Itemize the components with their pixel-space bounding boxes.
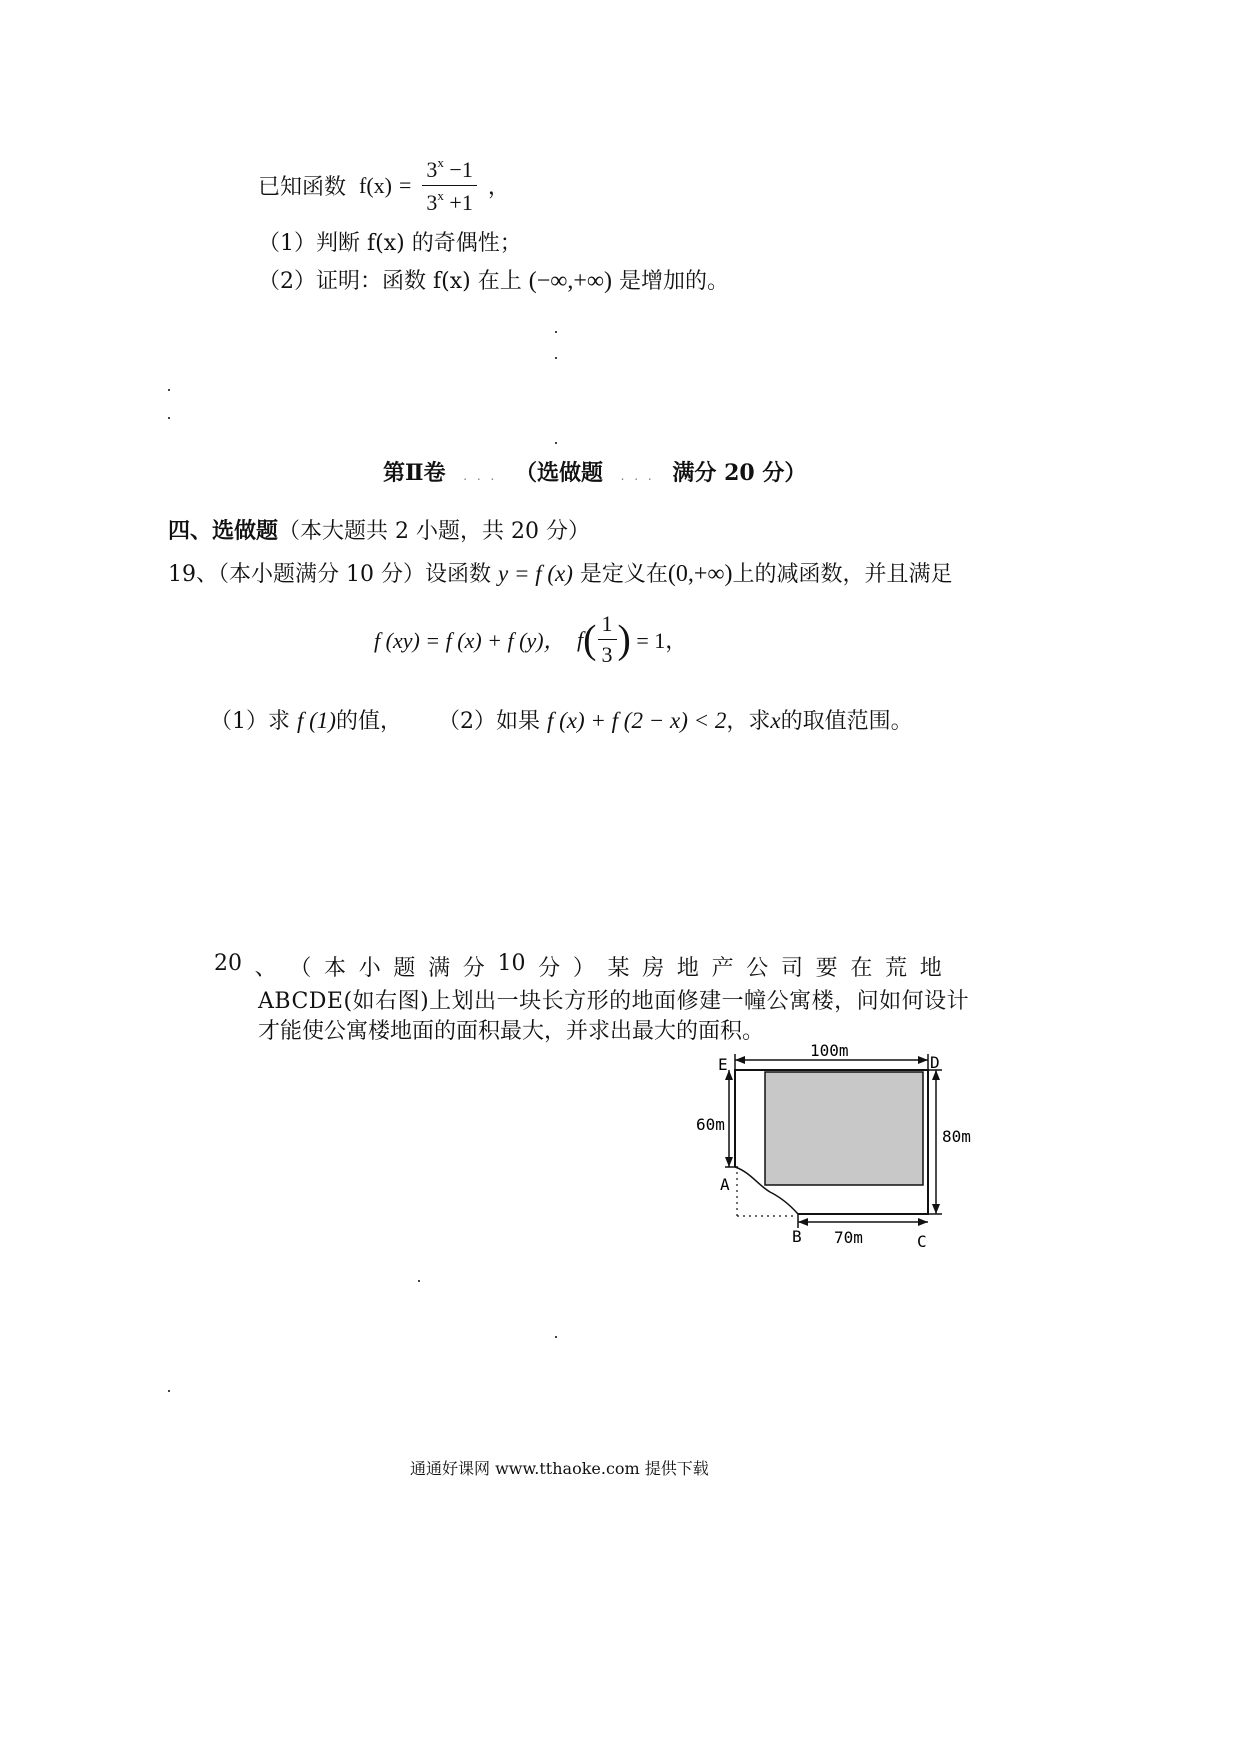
q19-line1-interval: (0,+∞)	[667, 561, 733, 587]
q18-fraction	[422, 155, 476, 216]
q20-line1-token: 分	[462, 956, 485, 981]
q19-eq-right: = 1，	[636, 628, 688, 653]
q19-eq-open-paren: (	[583, 616, 597, 662]
q19-eq-fraction	[598, 611, 617, 668]
q18-intro-prefix: 已知函数	[258, 175, 347, 200]
q20-line1-token: 10	[497, 951, 526, 976]
q20-line1-token: 产	[711, 956, 734, 981]
section4-title-bold: 四、选做题	[168, 518, 279, 544]
q18-part2-interval: (−∞,+∞)	[528, 268, 612, 294]
dim-top-label: 100m	[810, 1041, 849, 1060]
q19-part1-suffix: 的值，	[335, 709, 402, 734]
q18-intro	[258, 155, 510, 216]
q18-numerator: $3^x -1$	[422, 155, 476, 186]
section2-heading-b: （选做题	[514, 460, 603, 486]
label-C: C	[917, 1232, 927, 1250]
section4-title	[168, 514, 590, 545]
q19-part2-mid: ，求	[726, 709, 771, 734]
scan-speck	[168, 1390, 170, 1392]
q19-parts	[210, 704, 913, 735]
scan-speck	[555, 331, 557, 333]
q20-line1-token: 某	[607, 956, 630, 981]
dim-right-label: 80m	[942, 1127, 971, 1146]
q19-eq-den: 3	[601, 642, 613, 667]
section2-heading-c: 满分 20 分）	[672, 460, 807, 486]
q19-eq-left: f (xy) = f (x) + f (y)，	[374, 628, 566, 653]
label-A: A	[720, 1175, 730, 1194]
scan-speck	[555, 1336, 557, 1338]
land-figure	[690, 1040, 980, 1250]
section2-heading	[383, 456, 806, 487]
q19-part1-prefix: （1）求	[210, 709, 290, 734]
dim-top-arrow-right	[918, 1056, 928, 1064]
q19-line1-mid: 是定义在	[579, 562, 668, 587]
q20-line3: 才能使公寓楼地面的面积最大，并求出最大的面积。	[258, 1019, 765, 1044]
q19-eq-num: 1	[598, 611, 617, 640]
scan-speck	[168, 389, 170, 391]
q19-part2-var: x	[770, 708, 781, 733]
dim-bottom-arrow-left	[798, 1218, 808, 1226]
dim-right-arrow-bottom	[932, 1204, 940, 1214]
q18-trail: ，	[487, 175, 510, 200]
q19-part1-expr: f (1)	[297, 708, 336, 733]
q18-eq: =	[399, 172, 412, 198]
q20-line1-token: 本	[324, 956, 347, 981]
dim-top-arrow-left	[735, 1056, 745, 1064]
q20-line1-token: 司	[780, 956, 803, 981]
section4-title-rest: （本大题共 2 小题，共 20 分）	[278, 519, 590, 544]
q19-eq-close-paren: )	[617, 616, 631, 662]
q18-part2-suffix: 是增加的。	[618, 269, 729, 294]
q19-eq-f: f	[577, 626, 584, 652]
q19-line1-prefix: 19、（本小题满分 10 分）设函数	[168, 562, 491, 587]
q18-fx: f(x)	[359, 172, 392, 198]
scan-speck	[418, 1280, 420, 1282]
q20-line1-token: 小	[358, 956, 381, 981]
q20-line2: ABCDE(如右图)上划出一块长方形的地面修建一幢公寓楼，问如何设计	[258, 989, 970, 1014]
section2-heading-a: 第Ⅱ卷	[383, 460, 446, 486]
q20-line1-token: 在	[850, 956, 873, 981]
footer-text: 通通好课网 www.tthaoke.com 提供下载	[410, 1459, 709, 1478]
q20-line1	[214, 951, 942, 982]
q18-part2-prefix: （2）证明：函数 f(x) 在上	[258, 269, 522, 294]
q20-line1-token: 题	[393, 956, 416, 981]
label-E: E	[718, 1055, 728, 1074]
dim-bottom-label: 70m	[834, 1228, 863, 1247]
q19-part2-suffix: 的取值范围。	[780, 709, 913, 734]
q20-line1-token: 、	[254, 956, 277, 981]
section2-dots-1: . . .	[463, 469, 498, 483]
q20-line1-token: 分	[538, 956, 561, 981]
q20-line1-token: 满	[428, 956, 451, 981]
label-D: D	[930, 1053, 940, 1072]
q19-line1-suffix: 上的减函数，并且满足	[732, 562, 953, 587]
q19-line1	[168, 557, 953, 588]
scan-speck	[168, 417, 170, 419]
q18-part1: （1）判断 f(x) 的奇偶性；	[258, 231, 522, 256]
dim-left-arrow-bottom	[725, 1157, 733, 1167]
scan-speck	[555, 442, 557, 444]
dim-left-label: 60m	[696, 1115, 725, 1134]
dim-bottom-arrow-right	[918, 1218, 928, 1226]
q20-line1-token: 地	[676, 956, 699, 981]
q18-part2	[258, 264, 729, 295]
q19-part2-expr: f (x) + f (2 − x) < 2	[546, 708, 727, 733]
scan-speck	[555, 357, 557, 359]
q20-line1-token: 要	[815, 956, 838, 981]
label-B: B	[792, 1227, 802, 1246]
q20-line1-token: 公	[746, 956, 769, 981]
q18-denominator: $3^x +1$	[426, 188, 473, 215]
q19-line1-func: y = f (x)	[497, 561, 573, 586]
building-rect	[765, 1072, 923, 1185]
q20-line1-token: 房	[642, 956, 665, 981]
q20-line1-token: 荒	[885, 956, 908, 981]
q20-line1-token: 地	[919, 956, 942, 981]
q19-part2-prefix: （2）如果	[437, 709, 540, 734]
section2-dots-2: . . .	[620, 469, 655, 483]
q20-line1-token: （	[289, 956, 312, 981]
q20-line1-token: ）	[572, 956, 595, 981]
q19-equation	[374, 611, 687, 668]
q20-line1-token: 20	[214, 951, 242, 976]
